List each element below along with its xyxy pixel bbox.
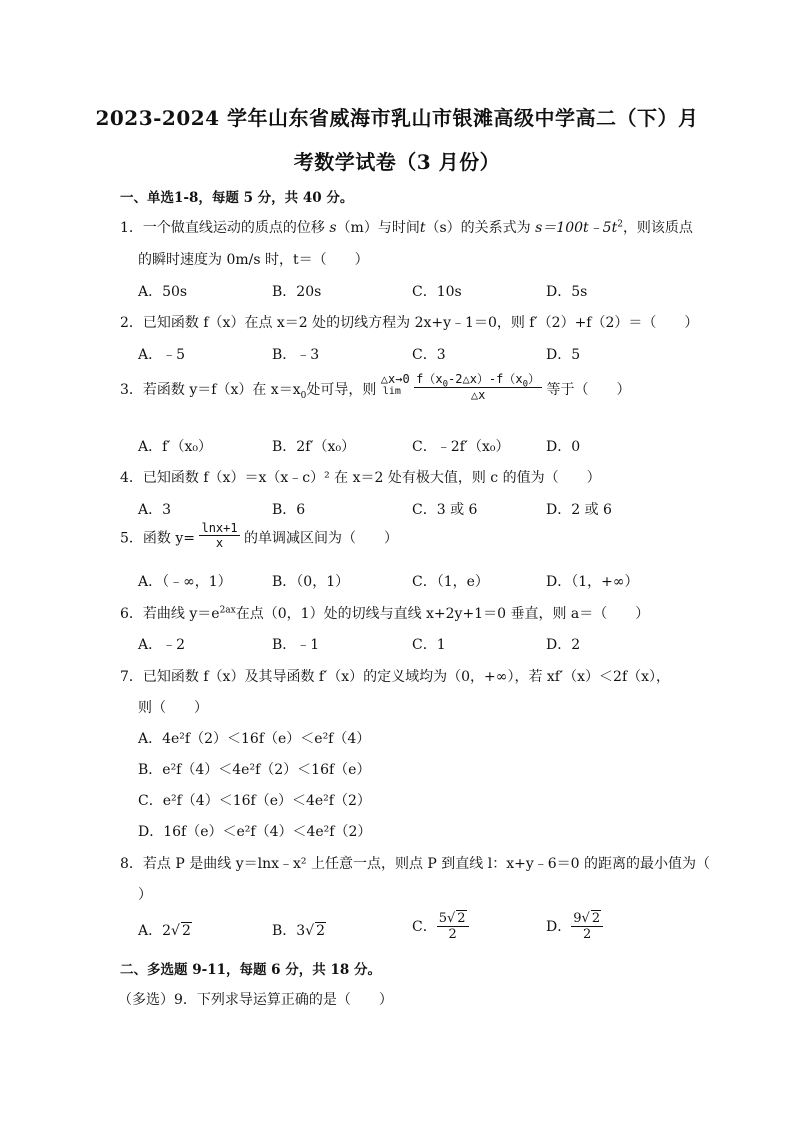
- formula: s＝100t﹣5t: [535, 220, 618, 236]
- exponent: 2: [617, 219, 623, 230]
- fraction-denominator: 2: [448, 927, 457, 942]
- q7-option-a[interactable]: A．4e²f（2）＜16f（e）＜e²f（4）: [138, 731, 371, 747]
- option-fraction: [571, 910, 603, 942]
- question-text: 在点（0，1）处的切线与直线 x+2y+1＝0 垂直，则 a＝（ ）: [235, 606, 650, 622]
- question-1-line2: 的瞬时速度为 0m/s 时，t＝（ ）: [138, 252, 369, 268]
- page-title-line1: 2023-2024 学年山东省威海市乳山市银滩高级中学高二（下）月: [95, 106, 699, 130]
- fraction-denominator: x: [215, 536, 224, 550]
- radicand: 2: [316, 923, 326, 939]
- question-text: 处可导，则: [306, 382, 377, 398]
- question-text: 若点 P 是曲线 y＝lnx﹣x² 上任意一点，则点 P 到直线 l：x+y﹣6＝0 的距离的最小值为（: [142, 856, 710, 872]
- q6-option-d[interactable]: D．2: [546, 637, 581, 653]
- q6-option-b[interactable]: B．﹣1: [272, 637, 320, 653]
- q8-option-b[interactable]: B．3√ 2: [272, 923, 326, 939]
- question-8-line1: [120, 853, 710, 873]
- limit-label: lim: [382, 385, 401, 397]
- q7-option-c[interactable]: C．e²f（4）＜16f（e）＜4e²f（2）: [138, 793, 371, 809]
- coefficient: 9: [573, 911, 582, 926]
- q3-option-a[interactable]: A．f′（x₀）: [138, 439, 212, 455]
- fraction-denominator: 2: [583, 927, 592, 942]
- exponent: 2ax: [219, 605, 236, 616]
- question-6: [120, 603, 649, 623]
- q6-option-a[interactable]: A．﹣2: [138, 637, 186, 653]
- var-t: t: [419, 220, 426, 236]
- section-heading-multiple-choice: 二、多选题 9-11，每题 6 分，共 18 分。: [120, 962, 381, 978]
- fraction-numerator: 5√ 2: [437, 910, 469, 927]
- option-label: B．: [272, 923, 297, 939]
- question-number: 1．: [120, 220, 143, 236]
- limit-fraction: [414, 370, 542, 402]
- q1-option-c[interactable]: C．10s: [412, 284, 462, 300]
- question-2: [120, 312, 698, 332]
- coefficient: 3: [296, 923, 306, 939]
- option-label: C．: [412, 919, 437, 935]
- question-7-line1: [120, 666, 670, 686]
- question-text: 一个做直线运动的质点的位移: [142, 220, 325, 236]
- question-1-line1: [120, 217, 693, 237]
- q5-option-c[interactable]: C．（1，e）: [412, 574, 489, 590]
- option-label: D．: [546, 919, 572, 935]
- radicand: 2: [457, 911, 466, 926]
- q1-option-a[interactable]: A．50s: [138, 284, 188, 300]
- var-s: s: [329, 220, 337, 236]
- q5-option-b[interactable]: B．（0，1）: [272, 574, 350, 590]
- q7-option-b[interactable]: B．e²f（4）＜4e²f（2）＜16f（e）: [138, 762, 371, 778]
- q3-option-c[interactable]: C．﹣2f′（x₀）: [412, 439, 510, 455]
- fraction-numerator: [414, 370, 542, 388]
- q2-option-d[interactable]: D．5: [546, 347, 581, 363]
- q1-option-b[interactable]: B．20s: [272, 284, 322, 300]
- function-fraction: [199, 521, 239, 550]
- question-number: 2．: [120, 315, 143, 331]
- limit-approach: △x→0: [380, 371, 410, 386]
- option-fraction: [437, 910, 469, 942]
- numerator-part: -2△x）-f（x: [448, 372, 523, 386]
- question-text: 函数 y=: [142, 530, 196, 547]
- question-text: ，则该质点: [622, 220, 693, 236]
- q2-option-c[interactable]: C．3: [412, 347, 446, 363]
- radicand: 2: [591, 911, 601, 926]
- q8-option-a[interactable]: A．2√ 2: [138, 923, 191, 939]
- page-title-line2: 考数学试卷（3 月份）: [293, 150, 501, 174]
- q8-option-c[interactable]: [412, 910, 469, 942]
- question-number: 6．: [120, 606, 143, 622]
- question-7-line2: 则（ ）: [138, 700, 208, 716]
- q3-option-b[interactable]: B．2f′（x₀）: [272, 439, 356, 455]
- q2-option-b[interactable]: B．﹣3: [272, 347, 320, 363]
- question-number: 7．: [120, 669, 143, 685]
- question-text: 已知函数 f（x）在点 x＝2 处的切线方程为 2x+y﹣1＝0，则 f′（2）+f（2）＝（ ）: [142, 315, 699, 331]
- option-label: A．: [138, 923, 163, 939]
- coefficient: 5: [438, 911, 447, 926]
- question-number: 4．: [120, 470, 143, 486]
- q4-option-c[interactable]: C．3 或 6: [412, 502, 478, 518]
- question-3: [120, 371, 631, 402]
- q3-option-d[interactable]: D．0: [546, 439, 581, 455]
- question-text: 若曲线 y＝e: [142, 606, 220, 622]
- q8-option-d[interactable]: [546, 910, 603, 942]
- q6-option-c[interactable]: C．1: [412, 637, 446, 653]
- question-text: 等于（ ）: [546, 382, 631, 398]
- radicand: 2: [181, 923, 191, 939]
- fraction-numerator: lnx+1: [201, 521, 238, 535]
- q5-option-a[interactable]: A．（﹣∞，1）: [138, 574, 232, 590]
- question-number: 5．: [120, 530, 143, 547]
- subscript: 0: [522, 379, 529, 390]
- question-text: 的单调减区间为（ ）: [244, 530, 399, 547]
- q1-option-d[interactable]: D．5s: [546, 284, 588, 300]
- question-8-line2: ）: [138, 887, 152, 903]
- numerator-part: ）: [528, 372, 541, 386]
- q7-option-d[interactable]: D．16f（e）＜e²f（4）＜4e²f（2）: [138, 824, 372, 840]
- q4-option-d[interactable]: D．2 或 6: [546, 502, 612, 518]
- question-number: 3．: [120, 382, 143, 398]
- question-9: （多选）9．下列求导运算正确的是（ ）: [118, 992, 393, 1008]
- subscript: 0: [300, 390, 307, 401]
- question-text: （s）的关系式为: [425, 220, 531, 236]
- question-text: 若函数 y＝f（x）在 x＝x: [142, 382, 301, 398]
- q4-option-b[interactable]: B．6: [272, 502, 306, 518]
- fraction-denominator: △x: [470, 388, 486, 402]
- question-4: [120, 467, 601, 487]
- q2-option-a[interactable]: A．﹣5: [138, 347, 186, 363]
- question-number: 8．: [120, 856, 143, 872]
- question-text: 已知函数 f（x）及其导函数 f′（x）的定义域均为（0，+∞），若 xf′（x）＜2f（x），: [142, 669, 671, 685]
- question-text: 已知函数 f（x）＝x（x﹣c）² 在 x＝2 处有极大值，则 c 的值为（ ）: [142, 470, 601, 486]
- question-text: （m）与时间: [336, 220, 420, 236]
- q4-option-a[interactable]: A．3: [138, 502, 172, 518]
- q5-option-d[interactable]: D．（1，+∞）: [546, 574, 639, 590]
- coefficient: 2: [162, 923, 172, 939]
- numerator-part: f（x: [416, 372, 443, 386]
- subscript: 0: [442, 379, 449, 390]
- limit-operator: [381, 372, 410, 397]
- question-5: [120, 521, 399, 550]
- fraction-numerator: 9√ 2: [571, 910, 603, 927]
- section-heading-single-choice: 一、单选1-8，每题 5 分，共 40 分。: [120, 190, 354, 206]
